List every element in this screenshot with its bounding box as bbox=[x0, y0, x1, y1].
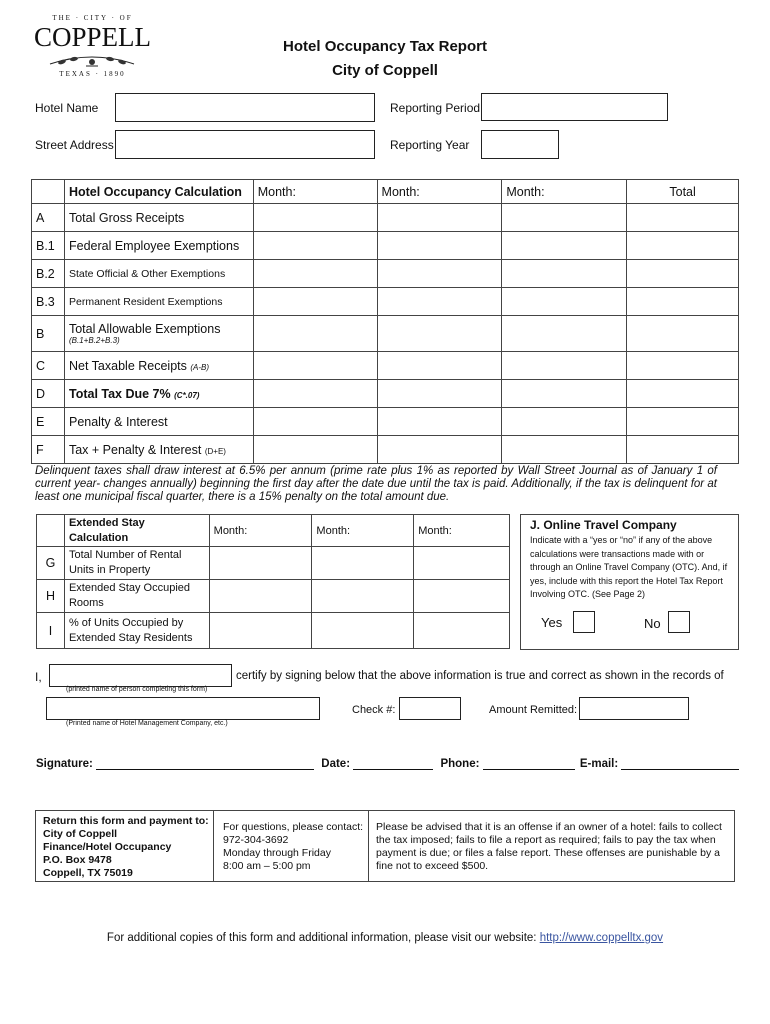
cell-input[interactable] bbox=[377, 352, 502, 380]
cell-input[interactable] bbox=[377, 232, 502, 260]
row-label: State Official & Other Exemptions bbox=[64, 260, 253, 288]
cell-input[interactable] bbox=[209, 547, 312, 580]
amount-label: Amount Remitted: bbox=[489, 704, 578, 716]
cell-input[interactable] bbox=[627, 316, 739, 352]
logo-bottom-text: TEXAS · 1890 bbox=[59, 70, 126, 78]
cell-input[interactable] bbox=[502, 408, 627, 436]
logo-name: COPPELL bbox=[33, 22, 152, 52]
cell-input[interactable] bbox=[627, 204, 739, 232]
cell-input[interactable] bbox=[209, 613, 312, 649]
row-code: A bbox=[32, 204, 65, 232]
page-title: Hotel Occupancy Tax Report bbox=[283, 38, 487, 55]
cell-input[interactable] bbox=[377, 436, 502, 464]
row-code: B bbox=[32, 316, 65, 352]
stay-header-row bbox=[37, 515, 510, 547]
amount-input[interactable] bbox=[579, 697, 689, 720]
contact-line: Monday through Friday bbox=[223, 847, 331, 859]
cell-input[interactable] bbox=[253, 260, 377, 288]
hotel-name-input[interactable] bbox=[115, 93, 375, 122]
reporting-year-input[interactable] bbox=[481, 130, 559, 159]
cell-input[interactable] bbox=[502, 288, 627, 316]
cell-input[interactable] bbox=[502, 232, 627, 260]
cell-input[interactable] bbox=[377, 380, 502, 408]
reporting-year-label: Reporting Year bbox=[390, 138, 470, 152]
row-note: (B.1+B.2+B.3) bbox=[68, 336, 120, 345]
email-field[interactable] bbox=[621, 757, 739, 770]
otc-box bbox=[520, 514, 739, 650]
bottom-note-text: For additional copies of this form and additional information, please visit our website: bbox=[106, 932, 537, 944]
row-label-cell bbox=[64, 352, 253, 380]
company-name-input[interactable] bbox=[46, 697, 320, 720]
cell-input[interactable] bbox=[253, 408, 377, 436]
contact-info bbox=[214, 811, 369, 881]
table-row bbox=[32, 260, 739, 288]
row-label: Federal Employee Exemptions bbox=[64, 232, 253, 260]
stay-header-blank bbox=[37, 515, 65, 547]
row-note: (C*.07) bbox=[174, 390, 200, 400]
table-row bbox=[32, 232, 739, 260]
table-row bbox=[32, 408, 739, 436]
cell-input[interactable] bbox=[627, 408, 739, 436]
calc-header-month-1: Month: bbox=[253, 180, 377, 204]
website-link[interactable]: http://www.coppelltx.gov bbox=[539, 932, 664, 944]
cell-input[interactable] bbox=[627, 352, 739, 380]
email-label: E-mail: bbox=[579, 758, 619, 770]
calc-header-title: Hotel Occupancy Calculation bbox=[64, 180, 253, 204]
return-address bbox=[36, 811, 214, 881]
check-number-input[interactable] bbox=[399, 697, 461, 720]
return-line: P.O. Box 9478 bbox=[43, 854, 112, 866]
cell-input[interactable] bbox=[627, 288, 739, 316]
row-code: B.1 bbox=[32, 232, 65, 260]
table-row bbox=[32, 380, 739, 408]
check-label: Check #: bbox=[352, 704, 396, 716]
row-code: B.2 bbox=[32, 260, 65, 288]
row-code: H bbox=[37, 580, 65, 613]
cell-input[interactable] bbox=[502, 260, 627, 288]
table-row bbox=[32, 316, 739, 352]
cell-input[interactable] bbox=[312, 547, 414, 580]
cell-input[interactable] bbox=[414, 547, 510, 580]
table-row bbox=[32, 436, 739, 464]
otc-title: J. Online Travel Company bbox=[530, 518, 677, 532]
cell-input[interactable] bbox=[377, 316, 502, 352]
row-label: Penalty & Interest bbox=[64, 408, 253, 436]
return-line: Coppell, TX 75019 bbox=[43, 867, 133, 879]
cell-input[interactable] bbox=[253, 352, 377, 380]
cell-input[interactable] bbox=[502, 380, 627, 408]
signature-label: Signature: bbox=[36, 758, 93, 770]
calc-table bbox=[31, 179, 739, 464]
cell-input[interactable] bbox=[253, 380, 377, 408]
row-label-cell bbox=[64, 380, 253, 408]
table-row bbox=[37, 580, 510, 613]
calc-header-total: Total bbox=[627, 180, 739, 204]
cell-input[interactable] bbox=[312, 580, 414, 613]
footer-info-box bbox=[35, 810, 735, 882]
row-label: % of Units Occupied by Extended Stay Residents bbox=[64, 613, 209, 649]
cell-input[interactable] bbox=[377, 408, 502, 436]
cell-input[interactable] bbox=[627, 380, 739, 408]
cell-input[interactable] bbox=[627, 260, 739, 288]
row-note: (D+E) bbox=[204, 446, 226, 456]
row-note: (A-B) bbox=[190, 362, 210, 372]
row-label: Tax + Penalty & Interest bbox=[68, 442, 202, 457]
row-label: Total Tax Due 7% bbox=[68, 386, 171, 401]
row-code: C bbox=[32, 352, 65, 380]
otc-no-checkbox[interactable] bbox=[668, 611, 690, 633]
cell-input[interactable] bbox=[253, 232, 377, 260]
phone-field[interactable] bbox=[483, 757, 575, 770]
signature-row bbox=[36, 757, 739, 770]
row-code: F bbox=[32, 436, 65, 464]
cell-input[interactable] bbox=[253, 204, 377, 232]
return-line: City of Coppell bbox=[43, 828, 118, 840]
reporting-period-input[interactable] bbox=[481, 93, 668, 121]
row-code: D bbox=[32, 380, 65, 408]
calc-header-month-3: Month: bbox=[502, 180, 627, 204]
row-label: Total Gross Receipts bbox=[64, 204, 253, 232]
otc-text: Indicate with a “yes or “no” if any of the above calculations were transactions made with or through an Online Travel Company (OTC). And, if yes, include with this report the Hotel Tax Report Involving OTC. (See Page 2) bbox=[530, 535, 728, 599]
stay-header-month-1: Month: bbox=[209, 515, 312, 547]
cell-input[interactable] bbox=[377, 260, 502, 288]
calc-header-row bbox=[32, 180, 739, 204]
cell-input[interactable] bbox=[312, 613, 414, 649]
cell-input[interactable] bbox=[414, 613, 510, 649]
bottom-note bbox=[0, 932, 770, 944]
stay-header-month-3: Month: bbox=[414, 515, 510, 547]
row-code: I bbox=[37, 613, 65, 649]
row-label-cell bbox=[64, 436, 253, 464]
row-label: Extended Stay Occupied Rooms bbox=[64, 580, 209, 613]
otc-yes-label: Yes bbox=[541, 615, 563, 630]
otc-no-label: No bbox=[644, 616, 661, 631]
row-label: Net Taxable Receipts bbox=[68, 358, 187, 373]
delinquent-note: Delinquent taxes shall draw interest at 6.5% per annum (prime rate plus 1% as reported by Wall Street Journal as of January 1 of current year- changes annually) beginning the first day after the date due until the tax is paid. Additionally, if the tax is delinquent for at least one municipal fiscal quarter, there is a 15% penalty on the total amount due. bbox=[35, 465, 717, 503]
table-row bbox=[37, 613, 510, 649]
cell-input[interactable] bbox=[502, 204, 627, 232]
contact-line: 972-304-3692 bbox=[223, 834, 289, 846]
table-row bbox=[37, 547, 510, 580]
date-label: Date: bbox=[321, 758, 351, 770]
cell-input[interactable] bbox=[253, 436, 377, 464]
cell-input[interactable] bbox=[502, 436, 627, 464]
return-line: Return this form and payment to: bbox=[43, 815, 209, 827]
row-code: G bbox=[37, 547, 65, 580]
certify-text: certify by signing below that the above information is true and correct as shown in the records of bbox=[236, 670, 724, 682]
row-label-cell bbox=[64, 316, 253, 352]
cell-input[interactable] bbox=[414, 580, 510, 613]
table-row bbox=[32, 204, 739, 232]
cell-input[interactable] bbox=[627, 436, 739, 464]
phone-label: Phone: bbox=[440, 758, 480, 770]
contact-line: 8:00 am – 5:00 pm bbox=[223, 860, 311, 872]
advisory-text: Please be advised that it is an offense if an owner of a hotel: fails to collect the tax imposed; fails to file a report as required; fails to pay the tax when payment is due; or files a false report. These offenses are punishable by a fine not to exceed $500. bbox=[376, 821, 722, 872]
date-field[interactable] bbox=[353, 757, 433, 770]
row-label: Total Allowable Exemptions bbox=[68, 322, 221, 336]
table-row bbox=[32, 288, 739, 316]
row-code: E bbox=[32, 408, 65, 436]
cell-input[interactable] bbox=[377, 204, 502, 232]
signature-field[interactable] bbox=[96, 757, 314, 770]
hotel-name-label: Hotel Name bbox=[35, 101, 99, 115]
certify-prefix: I, bbox=[35, 670, 42, 684]
cell-input[interactable] bbox=[502, 316, 627, 352]
return-line: Finance/Hotel Occupancy bbox=[43, 841, 172, 853]
table-row bbox=[32, 352, 739, 380]
cell-input[interactable] bbox=[253, 288, 377, 316]
contact-line: For questions, please contact: bbox=[223, 821, 364, 833]
otc-yes-checkbox[interactable] bbox=[573, 611, 595, 633]
cell-input[interactable] bbox=[377, 288, 502, 316]
printed-name-input[interactable] bbox=[49, 664, 232, 687]
printed-name-caption: (printed name of person completing this form) bbox=[66, 686, 208, 693]
street-address-label: Street Address bbox=[35, 138, 114, 152]
calc-header-month-2: Month: bbox=[377, 180, 502, 204]
cell-input[interactable] bbox=[253, 316, 377, 352]
page-subtitle: City of Coppell bbox=[332, 62, 438, 79]
reporting-period-label: Reporting Period bbox=[390, 101, 481, 115]
cell-input[interactable] bbox=[502, 352, 627, 380]
row-label: Permanent Resident Exemptions bbox=[64, 288, 253, 316]
stay-header-month-2: Month: bbox=[312, 515, 414, 547]
street-address-input[interactable] bbox=[115, 130, 375, 159]
calc-header-blank bbox=[32, 180, 65, 204]
row-label: Total Number of Rental Units in Property bbox=[64, 547, 209, 580]
stay-header-title: Extended Stay Calculation bbox=[64, 515, 209, 547]
logo-top-text: THE · CITY · OF bbox=[52, 14, 133, 22]
cell-input[interactable] bbox=[627, 232, 739, 260]
cell-input[interactable] bbox=[209, 580, 312, 613]
row-code: B.3 bbox=[32, 288, 65, 316]
company-name-caption: (Printed name of Hotel Management Company, etc.) bbox=[66, 720, 228, 727]
extended-stay-table bbox=[36, 514, 510, 649]
